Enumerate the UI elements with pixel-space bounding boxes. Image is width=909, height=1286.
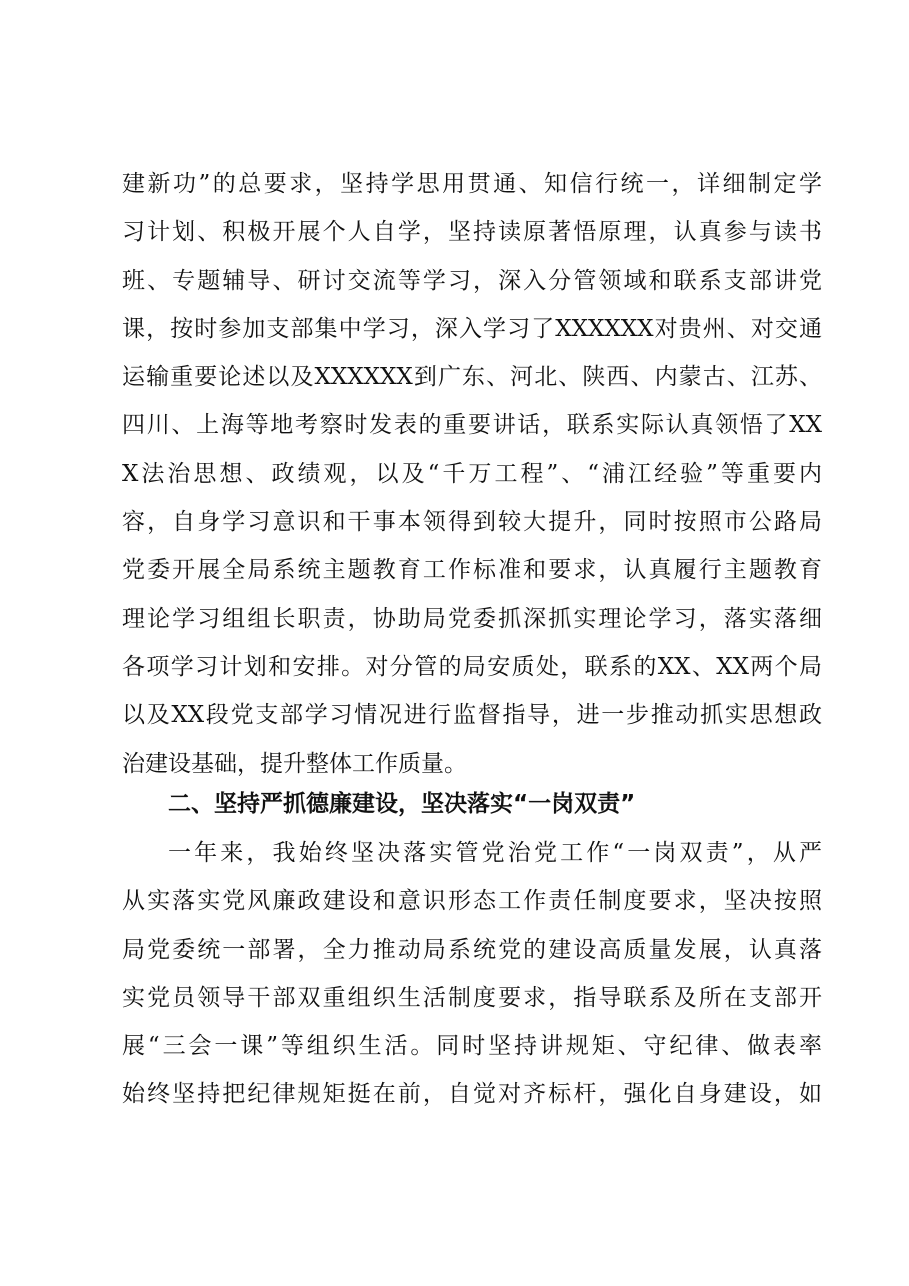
paragraph-line: 治建设基础，提升整体工作质量。	[122, 750, 467, 777]
paragraph-line: 容，自身学习意识和干事本领得到较大提升，同时按照市公路局	[122, 509, 822, 536]
paragraph-study	[122, 160, 822, 788]
paragraph-line: 局党委统一部署，全力推动局系统党的建设高质量发展，认真落	[122, 936, 822, 963]
paragraph-line: 班、专题辅导、研讨交流等学习，深入分管领域和联系支部讲党	[122, 267, 822, 294]
paragraph-line: 四川、上海等地考察时发表的重要讲话，联系实际认真领悟了XX	[122, 412, 822, 439]
paragraph-integrity	[122, 829, 822, 1119]
section-heading: 二、坚持严抓德廉建设，坚决落实“一岗双责”	[168, 791, 636, 817]
paragraph-line: 始终坚持把纪律规矩挺在前，自觉对齐标杆，强化自身建设，如	[122, 1081, 822, 1108]
paragraph-line: 建新功”的总要求，坚持学思用贯通、知信行统一，详细制定学	[122, 171, 822, 197]
paragraph-line: X法治思想、政绩观，以及“千万工程”、“浦江经验”等重要内	[122, 460, 822, 487]
paragraph-line: 从实落实党风廉政建设和意识形态工作责任制度要求，坚决按照	[122, 888, 822, 915]
paragraph-line: 课，按时参加支部集中学习，深入学习了XXXXXX对贵州、对交通	[122, 315, 822, 342]
paragraph-line: 以及XX段党支部学习情况进行监督指导，进一步推动抓实思想政	[122, 702, 822, 729]
paragraph-line: 一年来，我始终坚决落实管党治党工作“一岗双责”，从严	[168, 840, 822, 866]
paragraph-line: 运输重要论述以及XXXXXX到广东、河北、陕西、内蒙古、江苏、	[122, 364, 822, 391]
paragraph-line: 习计划、积极开展个人自学，坚持读原著悟原理，认真参与读书	[122, 219, 822, 246]
paragraph-line: 党委开展全局系统主题教育工作标准和要求，认真履行主题教育	[122, 557, 822, 584]
paragraph-line: 各项学习计划和安排。对分管的局安质处，联系的XX、XX两个局	[122, 653, 822, 680]
paragraph-line: 实党员领导干部双重组织生活制度要求，指导联系及所在支部开	[122, 984, 822, 1011]
paragraph-line: 理论学习组组长职责，协助局党委抓深抓实理论学习，落实落细	[122, 605, 822, 632]
paragraph-line: 展“三会一课”等组织生活。同时坚持讲规矩、守纪律、做表率	[122, 1033, 822, 1060]
